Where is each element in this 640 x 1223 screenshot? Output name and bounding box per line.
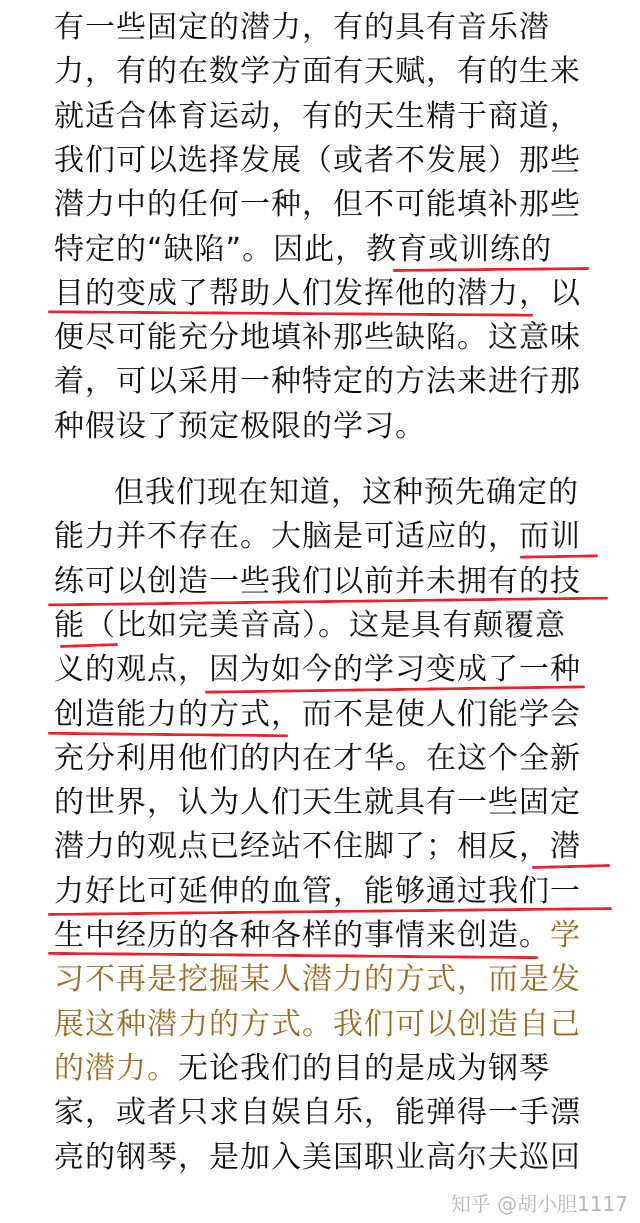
text-line: 练可以创造一些我们以前并未拥有的技 [54,563,581,599]
text-line: 创造能力的方式，而不是使人们能学会 [54,696,581,732]
text-line: 目的变成了帮助人们发挥他的潜力，以 [54,275,581,311]
highlighted-text: 的潜力。 [54,1050,178,1086]
text-line: 我们可以选择发展（或者不发展）那些 [54,142,581,178]
highlighted-text-line: 习不再是挖掘某人潜力的方式，而是发 [54,962,581,998]
text-line: 的世界，认为人们天生就具有一些固定 [54,785,581,821]
text-line: 家，或者只求自娱自乐，能弹得一手漂 [54,1095,581,1131]
text-line: 就适合体育运动，有的天生精于商道， [54,98,581,134]
highlighted-text: 学 [550,918,581,953]
text-line [54,1047,640,1091]
watermark: 知乎 @胡小胆1117 [450,1192,628,1216]
text-line: 种假设了预定极限的学习。 [54,408,426,444]
text-line: 能力并不存在。大脑是可适应的，而训 [54,519,581,555]
text-span: 生中经历的各种各样的事情来创造。 [54,918,550,953]
text-line: 亮的钢琴，是加入美国职业高尔夫巡回 [54,1139,581,1175]
text-line: 义的观点，因为如今的学习变成了一种 [54,652,581,688]
text-line: 着，可以采用一种特定的方法来进行那 [54,364,581,400]
text-line: 特定的“缺陷”。因此，教育或训练的 [54,231,553,267]
text-line: 有一些固定的潜力，有的具有音乐潜 [54,10,550,45]
text-line: 能（比如完美音高）。这是具有颠覆意 [54,607,566,643]
text-span: 无论我们的目的是成为钢琴 [178,1050,550,1086]
highlighted-text-line: 展这种潜力的方式。我们可以创造自己 [54,1006,581,1042]
text-line [54,914,640,958]
text-line: 力，有的在数学方面有天赋，有的生来 [54,54,581,90]
text-line: 但我们现在知道，这种预先确定的 [114,475,579,510]
text-line: 潜力的观点已经站不住脚了；相反，潜 [54,829,581,865]
text-line: 力好比可延伸的血管，能够通过我们一 [54,873,581,909]
text-line: 潜力中的任何一种，但不可能填补那些 [54,187,581,223]
text-line: 充分利用他们的内在才华。在这个全新 [54,740,581,776]
text-line: 便尽可能充分地填补那些缺陷。这意味 [54,320,581,356]
